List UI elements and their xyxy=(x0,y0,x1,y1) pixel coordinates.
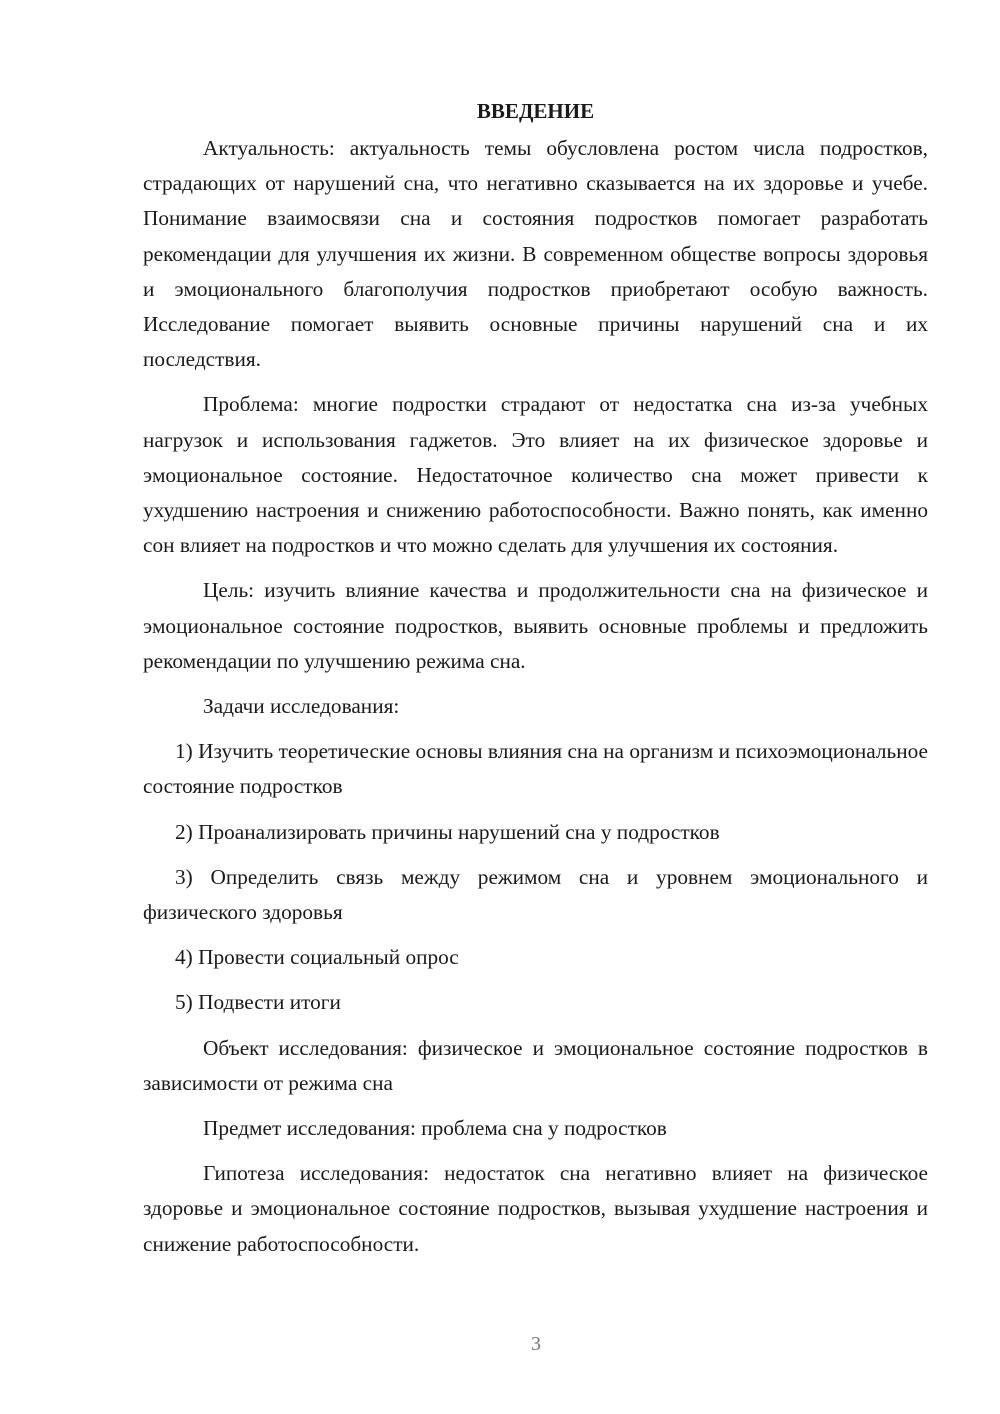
paragraph-goal: Цель: изучить влияние качества и продолжительности сна на физическое и эмоциональное состояние подростков, выявить основные проблемы и предложить рекомендации по улучшению режима сна. xyxy=(143,578,928,673)
task-item-1: 1) Изучить теоретические основы влияния сна на организм и психоэмоциональное состояние подростков xyxy=(143,739,928,799)
paragraph-subject: Предмет исследования: проблема сна у подростков xyxy=(203,1116,667,1141)
document-title: ВВЕДЕНИЕ xyxy=(476,99,595,123)
page-number: 3 xyxy=(531,1333,541,1355)
paragraph-tasks-heading: Задачи исследования: xyxy=(203,694,400,719)
paragraph-problem: Проблема: многие подростки страдают от недостатка сна из-за учебных нагрузок и использования гаджетов. Это влияет на их физическое здоровье и эмоциональное состояние. Недостаточное количество сна может привести к ухудшению настроения и снижению работоспособности. Важно понять, как именно сон влияет на подростков и что можно сделать для улучшения их состояния. xyxy=(143,392,928,558)
task-item-4: 4) Провести социальный опрос xyxy=(175,945,459,970)
paragraph-hypothesis: Гипотеза исследования: недостаток сна негативно влияет на физическое здоровье и эмоциональное состояние подростков, вызывая ухудшение настроения и снижение работоспособности. xyxy=(143,1161,928,1256)
paragraph-object: Объект исследования: физическое и эмоциональное состояние подростков в зависимости от режима сна xyxy=(143,1035,928,1095)
task-item-2: 2) Проанализировать причины нарушений сна у подростков xyxy=(175,819,720,844)
task-item-3: 3) Определить связь между режимом сна и уровнем эмоционального и физического здоровья xyxy=(143,864,928,925)
task-item-5: 5) Подвести итоги xyxy=(175,990,341,1015)
paragraph-relevance: Актуальность: актуальность темы обусловлена ростом числа подростков, страдающих от нарушений сна, что негативно сказывается на их здоровье и учебе. Понимание взаимосвязи сна и состояния подростков помогает разработать рекомендации для улучшения их жизни. В современном обществе вопросы здоровья и эмоционального благополучия подростков приобретают особую важность. Исследование помогает выявить основные причины нарушений сна и их последствия. xyxy=(143,136,928,372)
document-page xyxy=(143,96,928,1262)
